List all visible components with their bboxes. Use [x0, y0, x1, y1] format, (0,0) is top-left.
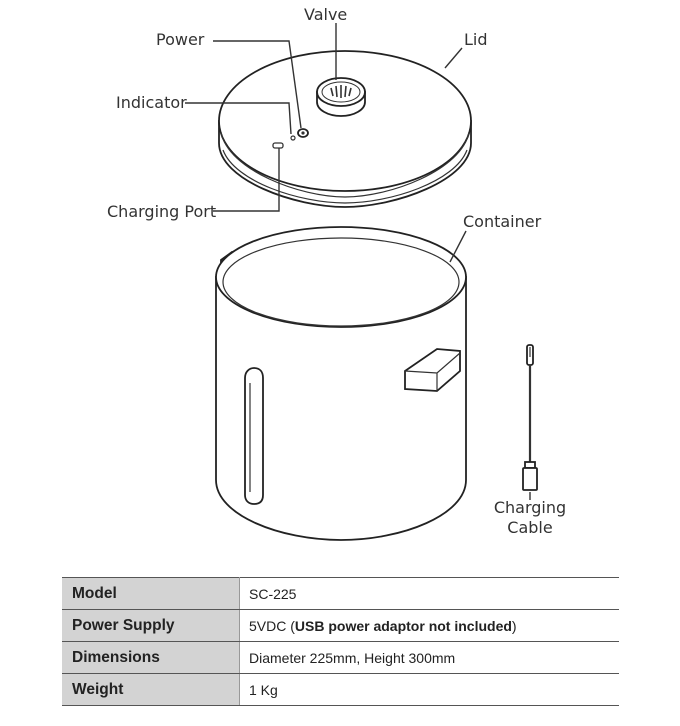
label-container: Container: [463, 212, 542, 231]
label-charging-port: Charging Port: [107, 202, 217, 221]
spec-value: [240, 610, 620, 642]
label-indicator: Indicator: [116, 93, 187, 112]
charging-cable-illustration: [523, 345, 537, 490]
label-valve: Valve: [304, 5, 348, 24]
spec-value-bold: USB power adaptor not included: [294, 617, 512, 634]
label-charging-cable-line2: Cable: [507, 518, 553, 537]
spec-key: Model: [62, 578, 240, 610]
spec-value-prefix: 5VDC (: [249, 617, 295, 634]
spec-value: Diameter 225mm, Height 300mm: [240, 642, 620, 674]
table-row: [62, 674, 619, 706]
spec-key: Dimensions: [62, 642, 240, 674]
specifications-table: [62, 577, 619, 706]
container-illustration: [216, 227, 466, 540]
indicator-light-icon: [291, 136, 295, 140]
spec-key: Weight: [62, 674, 240, 706]
spec-key: Power Supply: [62, 610, 240, 642]
table-row: [62, 642, 619, 674]
valve-icon: [317, 78, 365, 116]
charging-port-icon: [273, 143, 283, 148]
table-row: [62, 578, 619, 610]
lid-illustration: [219, 51, 471, 207]
power-button-icon: [298, 129, 308, 137]
spec-value: SC-225: [240, 578, 620, 610]
table-row: [62, 610, 619, 642]
label-charging-cable-line1: Charging: [493, 498, 567, 517]
spec-value-suffix: ): [511, 617, 517, 634]
label-lid: Lid: [464, 30, 488, 49]
spec-value: 1 Kg: [240, 674, 620, 706]
label-power: Power: [156, 30, 205, 49]
